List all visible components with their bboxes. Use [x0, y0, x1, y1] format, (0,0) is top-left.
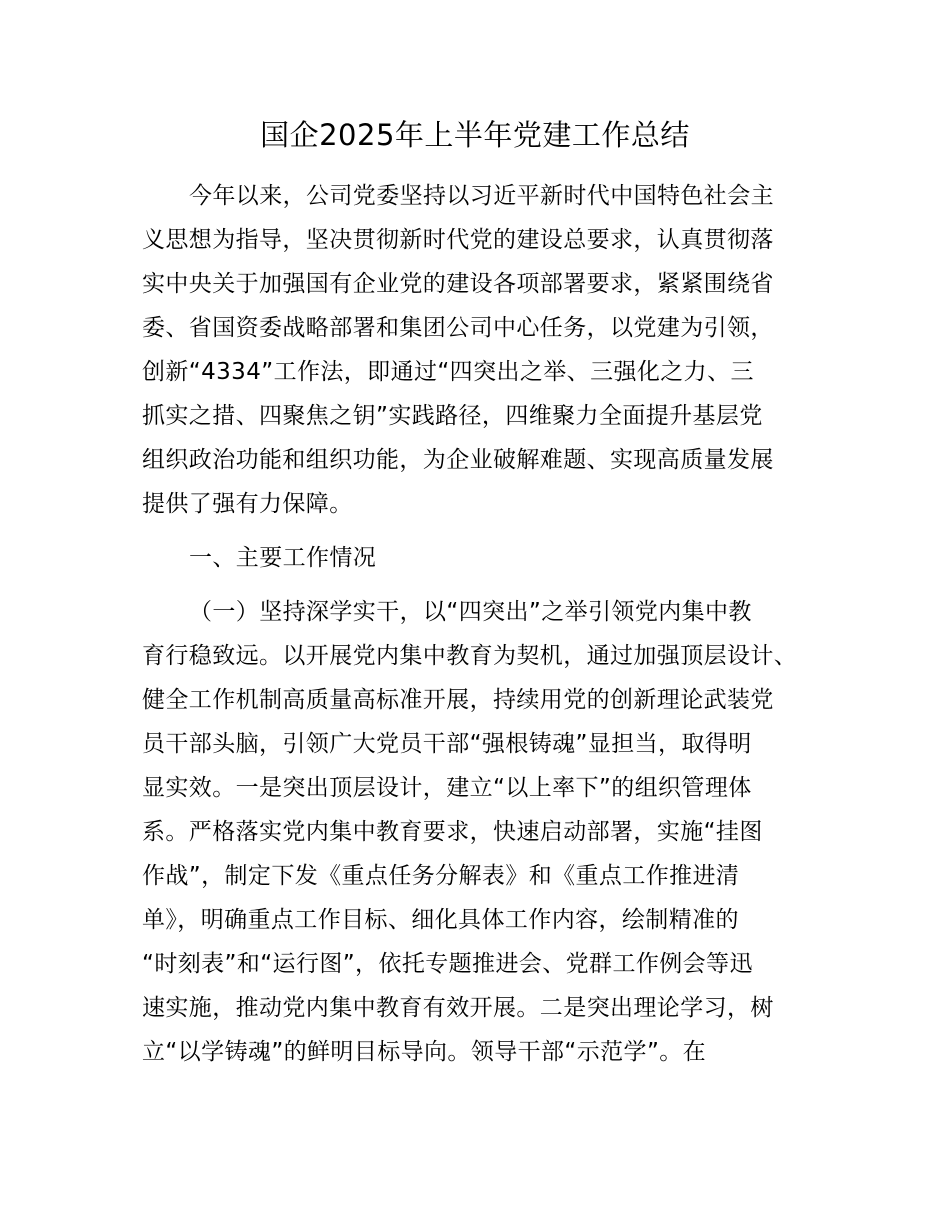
paragraph-line: 速实施，推动党内集中教育有效开展。二是突出理论学习，树 — [142, 995, 774, 1021]
paragraph-line: 显实效。一是突出顶层设计，建立“以上率下”的组织管理体 — [142, 775, 752, 801]
paragraph-line: 育行稳致远。以开展党内集中教育为契机，通过加强顶层设计、 — [142, 643, 798, 669]
paragraph-line: 实中央关于加强国有企业党的建设各项部署要求，紧紧围绕省 — [142, 271, 774, 297]
paragraph-line: 提供了强有力保障。 — [142, 491, 353, 517]
document-body — [142, 174, 832, 1074]
paragraph-line: 组织政治功能和组织功能，为企业破解难题、实现高质量发展 — [142, 447, 774, 473]
paragraph-line: 今年以来，公司党委坚持以习近平新时代中国特色社会主 — [189, 183, 774, 209]
paragraph-line: 作战”，制定下发《重点任务分解表》和《重点工作推进清 — [142, 863, 740, 889]
section-heading: 一、主要工作情况 — [189, 545, 377, 571]
paragraph-line: 立“以学铸魂”的鲜明目标导向。领导干部“示范学”。在 — [142, 1039, 707, 1065]
document-title: 国企2025年上半年党建工作总结 — [260, 118, 690, 152]
paragraph-line: （一）坚持深学实干，以“四突出”之举引领党内集中教 — [189, 599, 752, 625]
paragraph-line: 系。严格落实党内集中教育要求，快速启动部署，实施“挂图 — [142, 819, 763, 845]
paragraph-line: 义思想为指导，坚决贯彻新时代党的建设总要求，认真贯彻落 — [142, 227, 774, 253]
paragraph-line: 单》，明确重点工作目标、细化具体工作内容，绘制精准的 — [142, 907, 739, 933]
paragraph-line: 委、省国资委战略部署和集团公司中心任务，以党建为引领， — [142, 315, 774, 341]
paragraph-line: “时刻表”和“运行图”，依托专题推进会、党群工作例会等迅 — [142, 951, 753, 977]
paragraph-line: 员干部头脑，引领广大党员干部“强根铸魂”显担当，取得明 — [142, 731, 752, 757]
paragraph-line: 抓实之措、四聚焦之钥”实践路径，四维聚力全面提升基层党 — [142, 403, 763, 429]
paragraph-line: 健全工作机制高质量高标准开展，持续用党的创新理论武装党 — [142, 687, 774, 713]
paragraph-line: 创新“4334”工作法，即通过“四突出之举、三强化之力、三 — [142, 359, 754, 385]
